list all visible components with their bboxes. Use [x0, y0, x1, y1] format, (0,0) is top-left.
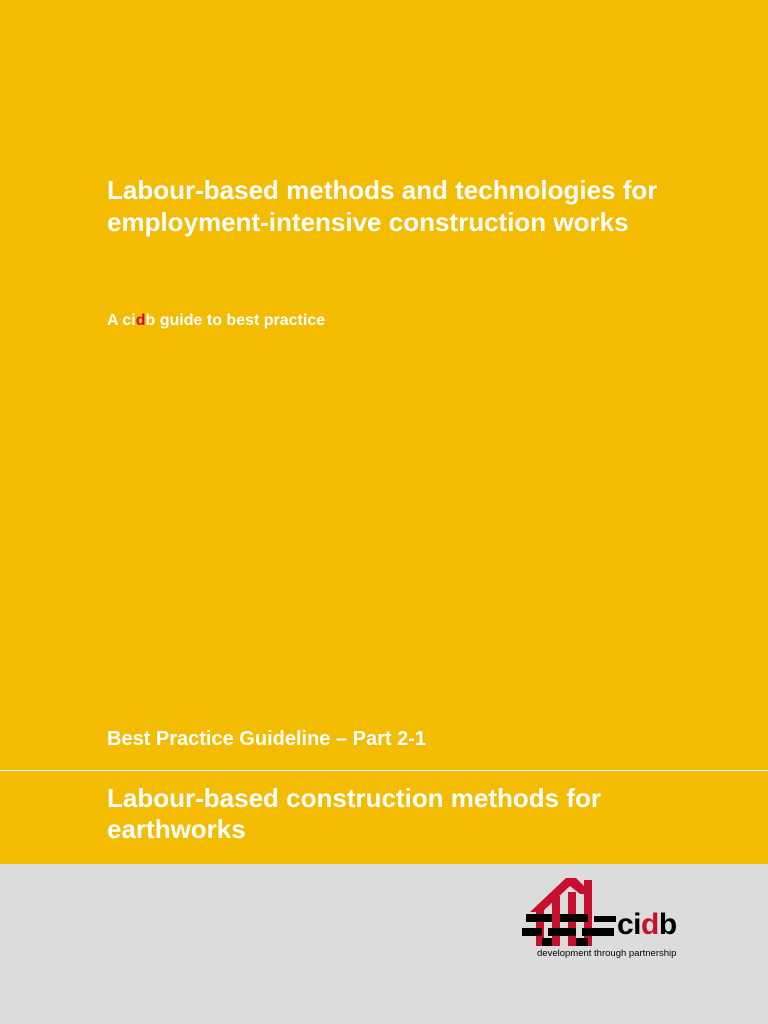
series-label: Best Practice Guideline – Part 2-1 — [107, 728, 427, 750]
wordmark-b: b — [658, 908, 677, 941]
cidb-wordmark — [617, 910, 677, 940]
subtitle-suffix: guide to best practice — [155, 312, 326, 329]
cidb-logo — [522, 876, 692, 966]
cidb-building-logo-icon — [522, 876, 622, 948]
section-divider — [0, 770, 768, 771]
logo-tagline: development through partnership — [537, 948, 677, 959]
main-title: Labour-based methods and technologies for employment-intensive construction works — [107, 175, 658, 237]
subtitle-prefix: A — [107, 312, 123, 329]
subtitle-cidb-d: d — [135, 312, 146, 329]
part-title: Labour-based construction methods for earthworks — [107, 783, 602, 844]
subtitle-cidb-ci: ci — [122, 312, 136, 329]
wordmark-ci: ci — [617, 908, 642, 941]
wordmark-d: d — [641, 908, 659, 941]
subtitle-cidb-b: b — [145, 312, 156, 329]
subtitle — [107, 311, 325, 331]
